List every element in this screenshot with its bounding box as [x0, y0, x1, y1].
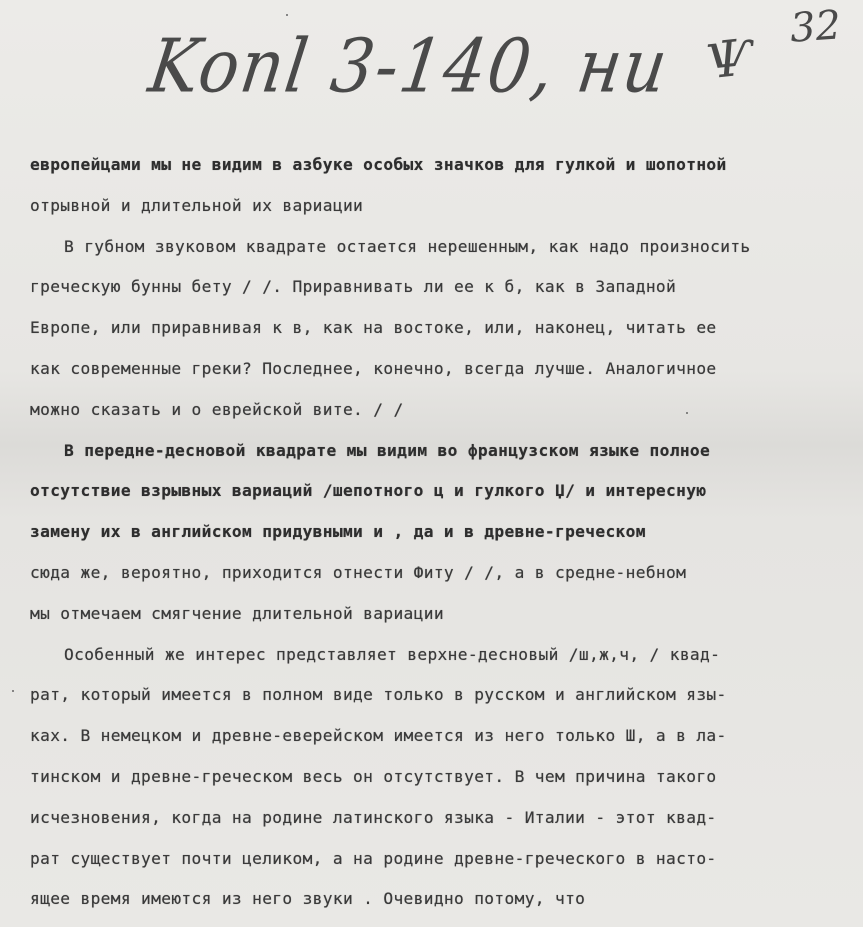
ink-speck — [286, 14, 288, 16]
handwritten-initials: Ѱ — [703, 27, 757, 91]
text-line: как современные греки? Последнее, конечно, всегда лучше. Аналогичное — [30, 358, 717, 378]
text-line: рат существует почти целиком, а на родине древне-греческого в насто- — [30, 848, 717, 868]
text-line: ках. В немецком и древне-еверейском имеется из него только Ш, а в ла- — [30, 726, 727, 746]
text-line: можно сказать и о еврейской вите. / / — [30, 399, 404, 419]
text-line: В губном звуковом квадрате остается нерешенным, как надо произносить — [64, 236, 751, 256]
handwritten-archive-mark: Konl 3-140, ни — [143, 23, 675, 110]
text-line: тинском и древне-греческом весь он отсутствует. В чем причина такого — [30, 766, 717, 786]
text-line: отсутствие взрывных вариаций /шепотного ц и гулкого Џ/ и интересную — [30, 481, 707, 501]
text-line: мы отмечаем смягчение длительной вариации — [30, 603, 444, 623]
paragraph-2 — [30, 227, 860, 431]
document-body — [30, 145, 860, 920]
text-line: Особенный же интерес представляет верхне-десновый /ш,ж,ч, / квад- — [64, 644, 721, 664]
text-line: европейцами мы не видим в азбуке особых значков для гулкой и шопотной — [30, 155, 727, 174]
text-line: В передне-десновой квадрате мы видим во французском языке полное — [64, 440, 711, 460]
handwritten-page-number: 32 — [788, 2, 843, 52]
text-line: Европе, или приравнивая к в, как на востоке, или, наконец, читать ее — [30, 318, 717, 338]
paragraph-3 — [30, 431, 860, 635]
text-line: отрывной и длительной их вариации — [30, 195, 364, 215]
text-line: рат, который имеется в полном виде только в русском и английском язы- — [30, 685, 727, 705]
text-line: замену их в английском придувными и , да и в древне-греческом — [30, 522, 646, 542]
text-line: ящее время имеются из него звуки . Очевидно потому, что — [30, 889, 586, 909]
ink-speck — [12, 690, 14, 692]
text-line: греческую бунны бету / /. Приравнивать ли ее к б, как в Западной — [30, 277, 677, 297]
text-line: исчезновения, когда на родине латинского языка - Италии - этот квад- — [30, 807, 717, 827]
ink-speck — [686, 412, 688, 414]
paragraph-4 — [30, 635, 860, 921]
paragraph-1 — [30, 145, 860, 227]
text-line: сюда же, вероятно, приходится отнести Фиту / /, а в средне-небном — [30, 562, 687, 582]
